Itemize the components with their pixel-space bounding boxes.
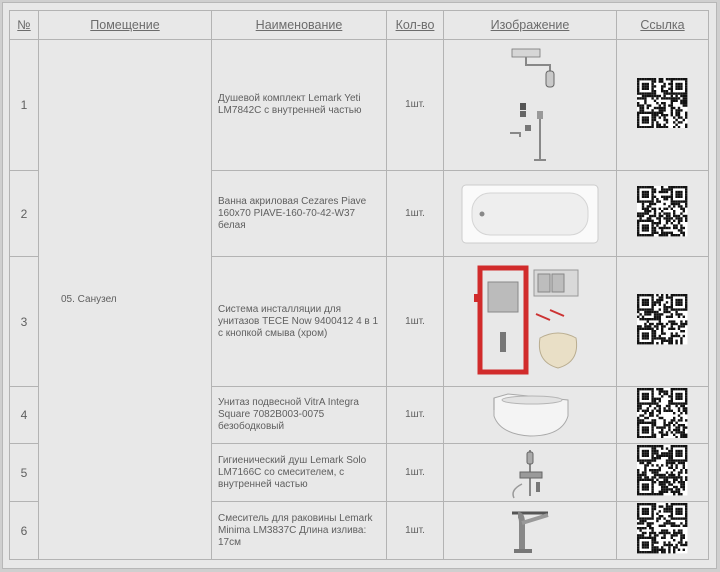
installation-frame-icon [444, 257, 617, 387]
qr-link-4[interactable] [617, 387, 709, 444]
header-room[interactable]: Помещение [39, 11, 212, 40]
spec-table [9, 10, 709, 560]
row-number: 4 [10, 387, 39, 444]
table-row [10, 40, 709, 171]
qr-code-icon [637, 78, 687, 128]
row-number: 3 [10, 257, 39, 387]
row-number: 1 [10, 40, 39, 171]
shower-set-icon [444, 40, 617, 171]
hygienic-shower-icon [444, 444, 617, 502]
header-num[interactable]: № [10, 11, 39, 40]
qr-link-5[interactable] [617, 444, 709, 502]
item-name: Ванна акриловая Cezares Piave 160x70 PIAVE-160-70-42-W37 белая [212, 171, 387, 257]
qr-code-icon [637, 445, 687, 495]
toilet-icon [444, 387, 617, 444]
header-image[interactable]: Изображение [444, 11, 617, 40]
item-name: Гигиенический душ Lemark Solo LM7166C со смесителем, с внутренней частью [212, 444, 387, 502]
item-name: Унитаз подвесной VitrA Integra Square 7082B003-0075 безободковый [212, 387, 387, 444]
header-name[interactable]: Наименование [212, 11, 387, 40]
spec-sheet [2, 2, 717, 569]
header-qty[interactable]: Кол-во [387, 11, 444, 40]
item-qty: 1шт. [387, 171, 444, 257]
item-qty: 1шт. [387, 40, 444, 171]
item-qty: 1шт. [387, 444, 444, 502]
qr-code-icon [637, 186, 687, 236]
basin-faucet-icon [444, 502, 617, 560]
qr-link-2[interactable] [617, 171, 709, 257]
room-cell: 05. Санузел [39, 40, 212, 560]
item-qty: 1шт. [387, 502, 444, 560]
row-number: 6 [10, 502, 39, 560]
row-number: 2 [10, 171, 39, 257]
bathtub-icon [444, 171, 617, 257]
qr-link-6[interactable] [617, 502, 709, 560]
qr-code-icon [637, 388, 687, 438]
qr-link-3[interactable] [617, 257, 709, 387]
item-qty: 1шт. [387, 257, 444, 387]
header-link[interactable]: Ссылка [617, 11, 709, 40]
row-number: 5 [10, 444, 39, 502]
qr-link-1[interactable] [617, 40, 709, 171]
item-name: Душевой комплект Lemark Yeti LM7842C с внутренней частью [212, 40, 387, 171]
item-qty: 1шт. [387, 387, 444, 444]
qr-code-icon [637, 294, 687, 344]
item-name: Система инсталляции для унитазов TECE Now 9400412 4 в 1 с кнопкой смыва (хром) [212, 257, 387, 387]
qr-code-icon [637, 503, 687, 553]
item-name: Смеситель для раковины Lemark Minima LM3837C Длина излива: 17см [212, 502, 387, 560]
header-row [10, 11, 709, 40]
